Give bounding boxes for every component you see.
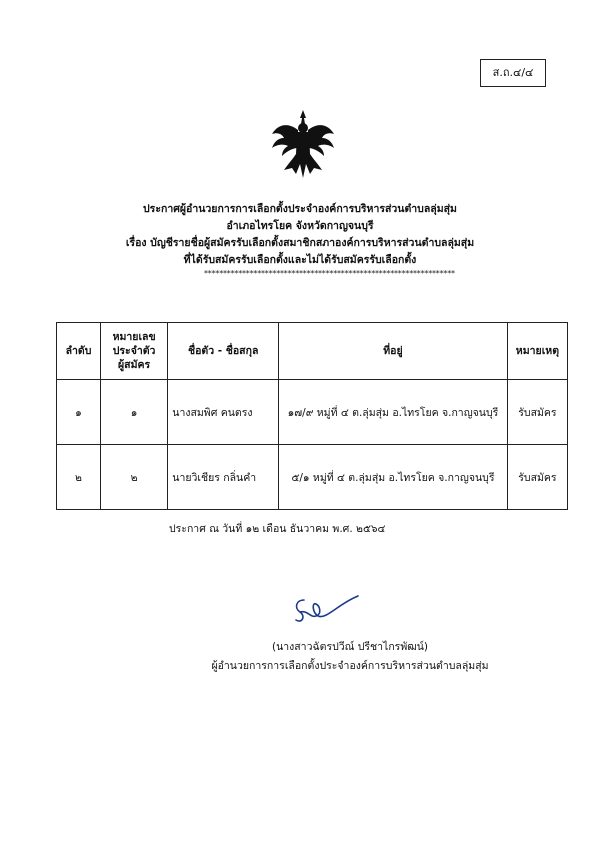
form-code-box: [480, 59, 546, 87]
table-row: [57, 445, 568, 510]
header-order: ลำดับ: [57, 323, 101, 380]
cell-order: ๑: [57, 380, 101, 445]
heading-subject-cont: ที่ได้รับสมัครรับเลือกตั้งและไม่ได้รับสมัครรับเลือกตั้ง: [183, 254, 417, 266]
header-number-line3: ผู้สมัคร: [118, 359, 151, 371]
candidate-table: [56, 322, 568, 510]
cell-number: ๑: [100, 380, 167, 445]
heading-subject: เรื่อง บัญชีรายชื่อผู้สมัครรับเลือกตั้งสมาชิกสภาองค์การบริหารส่วนตำบลลุ่มสุ่ม: [125, 237, 475, 249]
header-number-line1: หมายเลข: [112, 331, 156, 343]
announcement-date: ประกาศ ณ วันที่ ๑๒ เดือน ธันวาคม พ.ศ. ๒๕๖๔: [169, 523, 386, 535]
header-remark: หมายเหตุ: [507, 323, 567, 380]
form-code: ส.ถ.๔/๔: [492, 66, 534, 79]
cell-order: ๒: [57, 445, 101, 510]
garuda-emblem-icon: [270, 108, 336, 180]
cell-name: นายวิเชียร กลิ่นคำ: [168, 445, 279, 510]
table-header-row: [57, 323, 568, 380]
header-number: [100, 323, 167, 380]
cell-number: ๒: [100, 445, 167, 510]
cell-address: ๑๗/๙ หมู่ที่ ๔ ต.ลุ่มสุ่ม อ.ไทรโยค จ.กาญจนบุรี: [279, 380, 508, 445]
star-divider: ******************************************************************: [204, 269, 455, 278]
heading-announcement: ประกาศผู้อำนวยการการเลือกตั้งประจำองค์การบริหารส่วนตำบลลุ่มสุ่ม: [143, 203, 457, 215]
cell-address: ๕/๑ หมู่ที่ ๔ ต.ลุ่มสุ่ม อ.ไทรโยค จ.กาญจนบุรี: [279, 445, 508, 510]
heading-location: อำเภอไทรโยค จังหวัดกาญจนบุรี: [226, 220, 374, 232]
cell-remark: รับสมัคร: [507, 445, 567, 510]
table-row: [57, 380, 568, 445]
cell-name: นางสมพิศ คนตรง: [168, 380, 279, 445]
cell-remark: รับสมัคร: [507, 380, 567, 445]
header-name: ชื่อตัว - ชื่อสกุล: [168, 323, 279, 380]
header-number-line2: ประจำตัว: [112, 345, 156, 357]
signature-mark: [286, 590, 366, 630]
signer-title: ผู้อำนวยการการเลือกตั้งประจำองค์การบริหารส่วนตำบลลุ่มสุ่ม: [211, 660, 489, 672]
signer-name: (นางสาวฉัตรปวีณ์ ปรีชาไกรพัฒน์): [271, 641, 429, 653]
header-address: ที่อยู่: [279, 323, 508, 380]
